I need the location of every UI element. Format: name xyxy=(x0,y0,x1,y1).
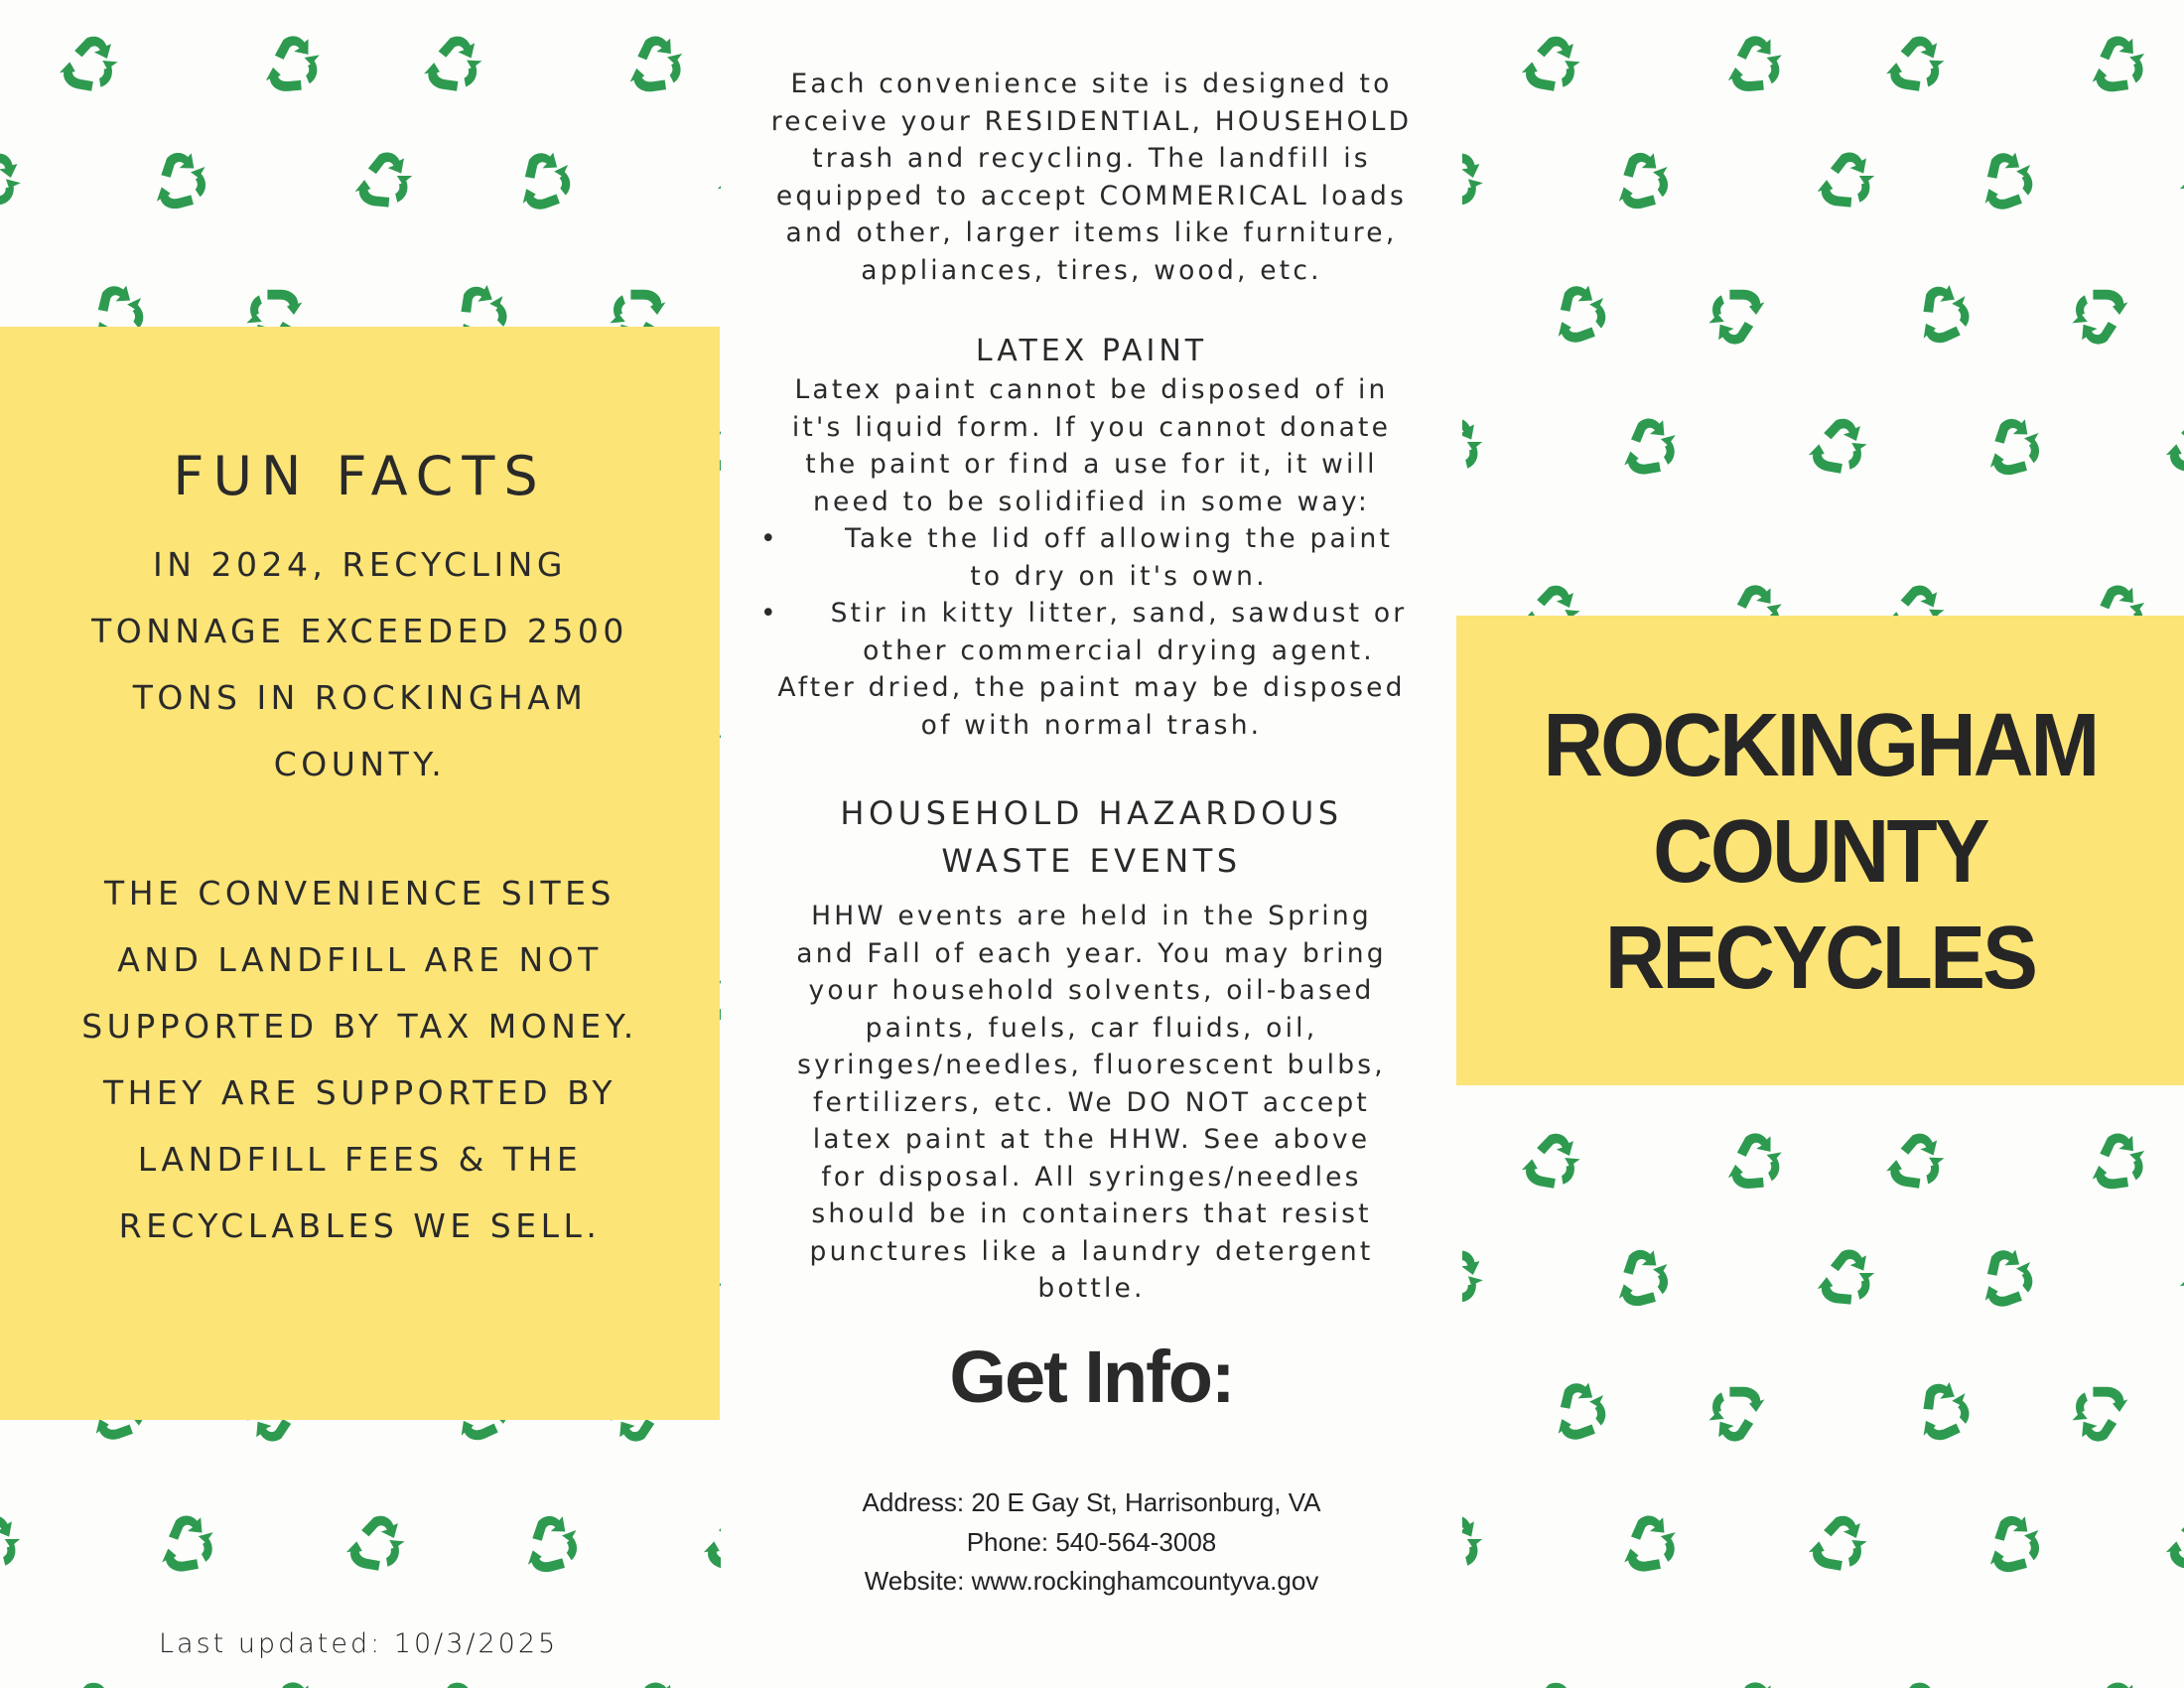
recycle-icon xyxy=(1721,31,1791,100)
hhw-line: should be in containers that resist xyxy=(811,1198,1372,1229)
latex-line: After dried, the paint may be disposed xyxy=(777,672,1406,703)
hhw-body xyxy=(721,898,1462,1308)
fact-line: THEY ARE SUPPORTED BY xyxy=(102,1073,617,1112)
last-updated-text: Last updated: 10/3/2025 xyxy=(159,1628,559,1659)
recycle-icon xyxy=(2064,280,2133,350)
recycle-icon xyxy=(1910,1377,1979,1447)
bullet-icon: • xyxy=(760,523,779,554)
latex-line: Latex paint cannot be disposed of in xyxy=(794,374,1389,405)
recycle-icon xyxy=(714,147,721,216)
intro-line: receive your RESIDENTIAL, HOUSEHOLD xyxy=(770,105,1413,137)
contact-address: Address: 20 E Gay St, Harrisonburg, VA xyxy=(862,1487,1321,1517)
recycle-icon xyxy=(0,1510,28,1580)
latex-line: of with normal trash. xyxy=(920,709,1263,741)
fact-line: SUPPORTED BY TAX MONEY. xyxy=(81,1007,638,1046)
recycle-icon xyxy=(1609,147,1679,216)
recycle-icon xyxy=(1547,280,1616,350)
recycle-icon xyxy=(1882,31,1952,100)
recycle-icon xyxy=(2162,1510,2184,1580)
recycle-icon xyxy=(56,31,125,100)
title-line: COUNTY xyxy=(1653,802,1987,902)
recycle-icon xyxy=(154,1510,223,1580)
recycle-icon xyxy=(1616,1510,1686,1580)
recycle-icon xyxy=(147,147,216,216)
recycle-icon xyxy=(0,147,28,216)
recycle-icon xyxy=(259,1677,329,1688)
fact-line: LANDFILL FEES & THE xyxy=(137,1140,583,1179)
recycle-icon xyxy=(2085,1677,2154,1688)
recycle-icon xyxy=(1980,1510,2050,1580)
contact-phone: Phone: 540-564-3008 xyxy=(966,1526,1217,1557)
recycle-icon xyxy=(2176,1244,2184,1314)
latex-line: need to be solidified in some way: xyxy=(813,486,1370,517)
recycle-icon xyxy=(700,1510,721,1580)
hhw-line: your household solvents, oil-based xyxy=(808,975,1375,1006)
recycle-icon xyxy=(1616,413,1686,483)
bullet-line: Take the lid off allowing the paint xyxy=(844,523,1394,554)
fun-fact-2 xyxy=(0,860,720,1259)
recycle-icon xyxy=(1882,1677,1952,1688)
recycle-icon xyxy=(1518,1677,1587,1688)
intro-line: trash and recycling. The landfill is xyxy=(812,143,1371,174)
recycle-icon xyxy=(1701,280,1770,350)
convenience-site-intro xyxy=(721,66,1462,289)
recycle-icon xyxy=(1518,1128,1587,1197)
recycle-icon xyxy=(1813,1244,1882,1314)
recycle-icon xyxy=(259,31,329,100)
latex-bullet-item xyxy=(721,520,1462,595)
title-line: ROCKINGHAM xyxy=(1543,696,2098,795)
middle-panel xyxy=(721,0,1462,1688)
title-line: RECYCLES xyxy=(1604,909,2036,1008)
hhw-heading-line: HOUSEHOLD HAZARDOUS xyxy=(840,794,1343,832)
recycle-icon xyxy=(1462,1244,1490,1314)
latex-paint-heading: LATEX PAINT xyxy=(975,334,1208,368)
bullet-line: Stir in kitty litter, sand, sawdust or xyxy=(830,598,1408,629)
intro-line: Each convenience site is designed to xyxy=(790,69,1393,99)
recycle-icon xyxy=(342,1510,412,1580)
recycle-icon xyxy=(2085,1128,2154,1197)
fact-line: TONNAGE EXCEEDED 2500 xyxy=(91,612,628,650)
latex-paint-body xyxy=(721,371,1462,744)
fun-fact-1 xyxy=(0,531,720,797)
bullet-line: to dry on it's own. xyxy=(970,560,1268,592)
brochure-title xyxy=(1482,693,2159,1012)
recycle-icon xyxy=(1805,413,1874,483)
hhw-line: for disposal. All syringes/needles xyxy=(821,1161,1362,1193)
latex-line: it's liquid form. If you cannot donate xyxy=(791,411,1392,443)
get-info-heading: Get Info: xyxy=(949,1336,1234,1418)
recycle-icon xyxy=(2064,1377,2133,1447)
recycle-icon xyxy=(420,31,489,100)
recycle-icon xyxy=(622,31,692,100)
title-box xyxy=(1456,616,2184,1085)
recycle-icon xyxy=(518,1510,588,1580)
hhw-line: paints, fuels, car fluids, oil, xyxy=(865,1012,1318,1044)
recycle-icon xyxy=(511,147,581,216)
intro-line: and other, larger items like furniture, xyxy=(785,217,1398,248)
hhw-line: latex paint at the HHW. See above xyxy=(812,1124,1371,1155)
hhw-line: punctures like a laundry detergent xyxy=(809,1235,1374,1267)
recycle-icon xyxy=(1462,1510,1490,1580)
fact-line: TONS IN ROCKINGHAM xyxy=(132,678,588,717)
hhw-line: fertilizers, etc. We DO NOT accept xyxy=(813,1086,1370,1118)
fact-line: THE CONVENIENCE SITES xyxy=(104,874,615,913)
hhw-heading-line: WASTE EVENTS xyxy=(941,842,1242,880)
recycle-icon xyxy=(1805,1510,1874,1580)
recycle-icon xyxy=(1910,280,1979,350)
recycle-icon xyxy=(1980,413,2050,483)
recycle-icon xyxy=(2176,147,2184,216)
recycle-icon xyxy=(350,147,420,216)
recycle-icon xyxy=(1721,1128,1791,1197)
recycle-icon xyxy=(1518,31,1587,100)
recycle-icon xyxy=(1462,147,1490,216)
hhw-line: syringes/needles, fluorescent bulbs, xyxy=(797,1050,1386,1080)
bullet-line: other commercial drying agent. xyxy=(863,634,1375,666)
latex-bullet-item xyxy=(721,595,1462,669)
recycle-icon xyxy=(1701,1377,1770,1447)
intro-line: equipped to accept COMMERICAL loads xyxy=(775,180,1408,211)
bullet-icon: • xyxy=(760,598,779,629)
latex-line: the paint or find a use for it, it will xyxy=(805,449,1378,480)
recycle-icon xyxy=(1462,413,1490,483)
recycle-icon xyxy=(622,1677,692,1688)
recycle-icon xyxy=(1721,1677,1791,1688)
recycle-icon xyxy=(2085,31,2154,100)
intro-line: appliances, tires, wood, etc. xyxy=(861,254,1322,286)
recycle-icon xyxy=(56,1677,125,1688)
recycle-icon xyxy=(1974,1244,2043,1314)
hhw-line: HHW events are held in the Spring xyxy=(811,901,1372,931)
fact-line: IN 2024, RECYCLING xyxy=(153,545,567,584)
hhw-heading xyxy=(721,789,1462,885)
hhw-line: and Fall of each year. You may bring xyxy=(796,937,1387,969)
fact-line: COUNTY. xyxy=(273,745,447,783)
fact-line: RECYCLABLES WE SELL. xyxy=(118,1206,602,1245)
recycle-icon xyxy=(1547,1377,1616,1447)
recycle-icon xyxy=(1609,1244,1679,1314)
recycle-icon xyxy=(420,1677,489,1688)
recycle-icon xyxy=(1813,147,1882,216)
hhw-line: bottle. xyxy=(1037,1273,1146,1304)
recycle-icon xyxy=(1882,1128,1952,1197)
recycle-icon xyxy=(2162,413,2184,483)
contact-website: Website: www.rockinghamcountyva.gov xyxy=(864,1566,1319,1596)
fact-line: AND LANDFILL ARE NOT xyxy=(117,940,603,979)
fun-facts-heading: FUN FACTS xyxy=(173,445,547,507)
recycle-icon xyxy=(1974,147,2043,216)
contact-info xyxy=(721,1483,1462,1602)
